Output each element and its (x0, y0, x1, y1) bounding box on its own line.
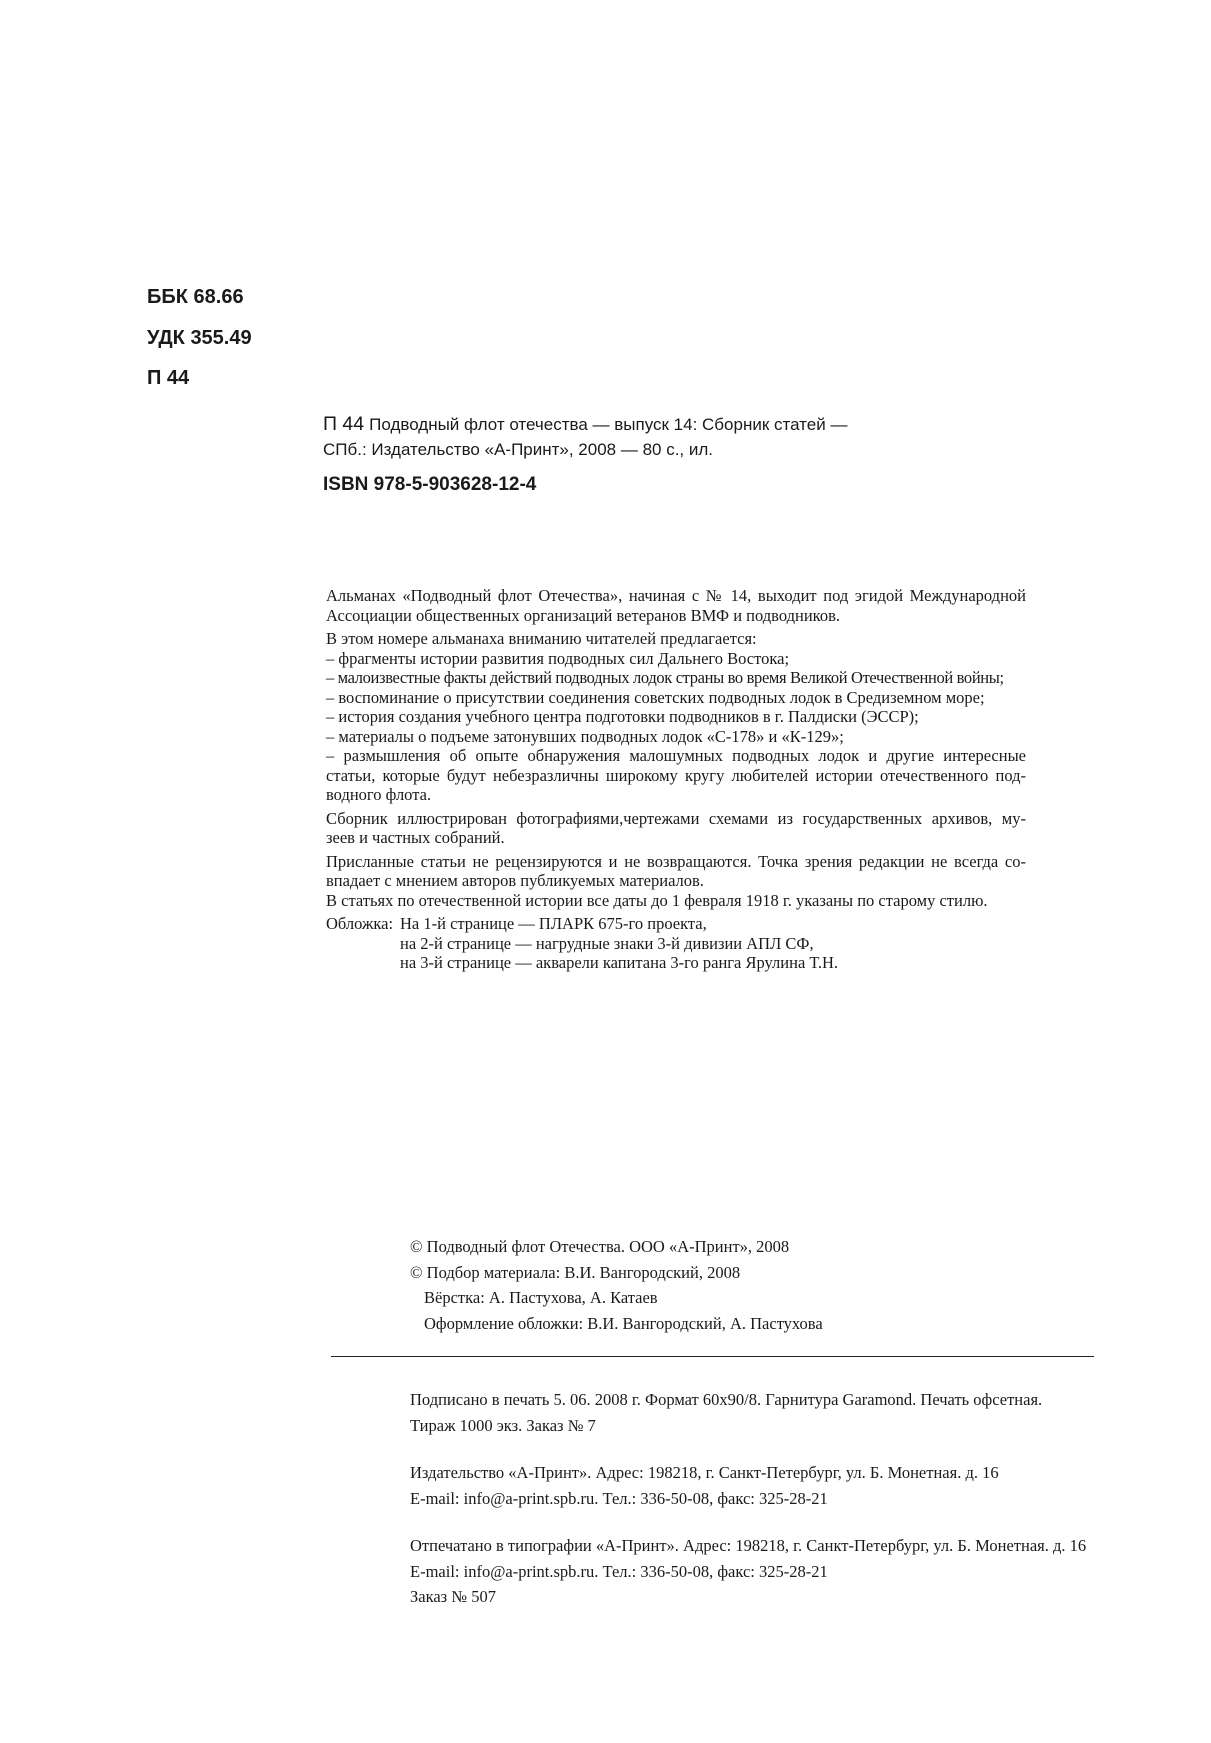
text-line: Присланные статьи не рецензируются и не возвращаются. Точка зрения редакции не всегда со- (326, 851, 1026, 871)
text-line: Тираж 1000 экз. Заказ № 7 (410, 1415, 596, 1435)
text-line: зеев и частных собраний. (326, 828, 505, 847)
cover-line: на 3-й странице — акварели капитана 3-го ранга Ярулина Т.Н. (400, 953, 838, 972)
cover-line: на 2-й странице — нагрудные знаки 3-й дивизии АПЛ СФ, (400, 933, 814, 953)
text-line: – фрагменты истории развития подводных сил Дальнего Востока; (326, 648, 790, 668)
text-line: – история создания учебного центра подготовки подводников в г. Палдиски (ЭССР); (326, 707, 919, 726)
text-line: статьи, которые будут небезразличны широкому кругу любителей истории отечественного под- (326, 765, 1026, 785)
text-line: впадает с мнением авторов публикуемых материалов. (326, 871, 704, 890)
annotation-contents (326, 629, 1026, 805)
text-line: – малоизвестные факты действий подводных лодок страны во время Великой Отечественной войны; (326, 668, 1004, 687)
text-line: Подписано в печать 5. 06. 2008 г. Формат 60х90/8. Гарнитура Garamond. Печать офсетная. (410, 1390, 1043, 1409)
text-line: В этом номере альманаха вниманию читателей предлагается: (326, 629, 757, 648)
annotation-editorial (326, 852, 1026, 911)
cover-design-credit: Оформление обложки: В.И. Вангородский, А. Пастухова (424, 1313, 823, 1333)
text-line: Ассоциации общественных организаций ветеранов ВМФ и подводников. (326, 605, 841, 625)
text-line: E-mail: info@a-print.spb.ru. Тел.: 336-50-08, факс: 325-28-21 (410, 1488, 828, 1508)
text-line: В статьях по отечественной истории все даты до 1 февраля 1918 г. указаны по старому стилю. (326, 890, 988, 910)
text-line: Издательство «А-Принт». Адрес: 198218, г. Санкт-Петербург, ул. Б. Монетная. д. 16 (410, 1463, 999, 1482)
text-line: E-mail: info@a-print.spb.ru. Тел.: 336-50-08, факс: 325-28-21 (410, 1561, 828, 1581)
annotation (326, 586, 1026, 973)
bbk-code: ББК 68.66 (147, 286, 244, 308)
bibliographic-mark: П 44 (323, 413, 365, 435)
isbn: ISBN 978-5-903628-12-4 (323, 474, 537, 495)
bibliographic-record (323, 412, 847, 462)
text-line: – материалы о подъеме затонувших подводных лодок «С-178» и «К-129»; (326, 726, 844, 746)
credits (410, 1234, 823, 1336)
text-line: – размышления об опыте обнаружения малошумных подводных лодок и другие интересные (326, 746, 1026, 765)
cover-notes (326, 914, 1026, 973)
author-mark: П 44 (147, 367, 190, 389)
text-line: Отпечатано в типографии «А-Принт». Адрес: 198218, г. Санкт-Петербург, ул. Б. Монетная. д. 16 (410, 1536, 1087, 1555)
imprint (410, 1387, 1086, 1610)
annotation-intro (326, 586, 1026, 625)
text-line: Заказ № 507 (410, 1587, 496, 1606)
print-details (410, 1387, 1086, 1438)
divider (331, 1356, 1094, 1357)
bibliographic-line-1 (323, 412, 847, 437)
publisher-details (410, 1460, 1086, 1511)
bibliographic-line-2: СПб.: Издательство «А-Принт», 2008 — 80 с., ил. (323, 440, 714, 459)
copyright-line: © Подводный флот Отечества. ООО «А-Принт», 2008 (410, 1237, 790, 1256)
bibliographic-title: Подводный флот отечества — выпуск 14: Сборник статей — (369, 415, 848, 434)
printer-details (410, 1533, 1086, 1610)
text-line: – воспоминание о присутствии соединения советских подводных лодок в Средиземном море; (326, 687, 985, 707)
text-line: водного флота. (326, 785, 432, 804)
cover-label: Обложка: (326, 914, 394, 933)
annotation-illustrations (326, 809, 1026, 848)
copyright-line: © Подбор материала: В.И. Вангородский, 2008 (410, 1262, 741, 1282)
text-line: Альманах «Подводный флот Отечества», начиная с № 14, выходит под эгидой Международной (326, 586, 1026, 605)
text-line: Сборник иллюстрирован фотографиями,чертежами схемами из государственных архивов, му- (326, 808, 1026, 828)
layout-credit: Вёрстка: А. Пастухова, А. Катаев (424, 1288, 658, 1307)
cover-line: На 1-й странице — ПЛАРК 675-го проекта, (400, 914, 707, 933)
udk-code: УДК 355.49 (147, 327, 252, 349)
